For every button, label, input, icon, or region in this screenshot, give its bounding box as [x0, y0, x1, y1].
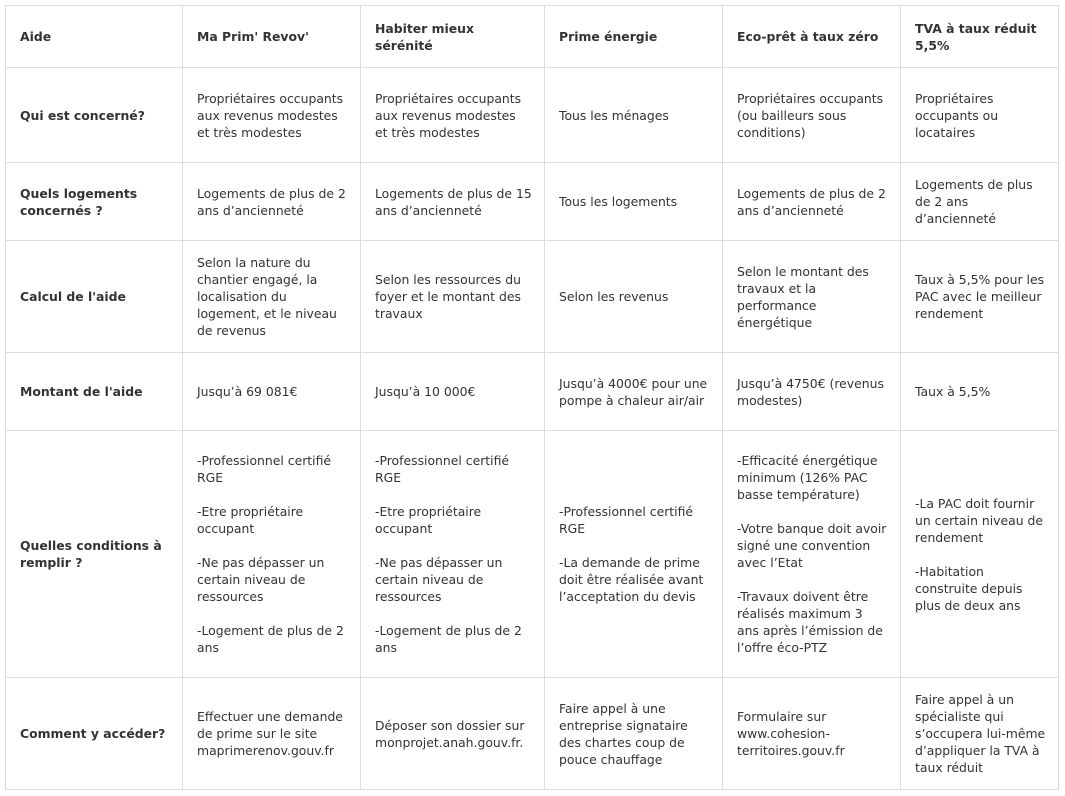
cell-text: -La PAC doit fournir un certain niveau de rendement: [915, 495, 1043, 545]
row-label-comment-acceder: Comment y accéder?: [6, 678, 183, 790]
cell-comment-acceder-ma-prim-revov: [183, 678, 361, 790]
cell-calcul-aide-tva-reduite: [901, 241, 1059, 353]
row-label-montant-aide: Montant de l'aide: [6, 353, 183, 431]
cell-calcul-aide-prime-energie: [545, 241, 723, 353]
cell-calcul-aide-ma-prim-revov: [183, 241, 361, 353]
cell-text: Faire appel à une entreprise signataire des chartes coup de pouce chauffage: [559, 700, 688, 767]
cell-text: -Logement de plus de 2 ans: [375, 623, 522, 655]
table-row-montant-aide: [6, 353, 1059, 431]
cell-conditions-prime-energie: [545, 431, 723, 678]
cell-text: Taux à 5,5%: [915, 384, 991, 399]
cell-quels-logements-eco-pret: [723, 163, 901, 241]
cell-text: Taux à 5,5% pour les PAC avec le meilleur rendement: [915, 272, 1045, 321]
cell-montant-aide-habiter-mieux: [361, 353, 545, 431]
cell-qui-est-concerne-tva-reduite: [901, 68, 1059, 163]
row-label-quels-logements: Quels logements concernés ?: [6, 163, 183, 241]
cell-text: -Votre banque doit avoir signé une convention avec l’Etat: [737, 521, 887, 570]
cell-montant-aide-eco-pret: [723, 353, 901, 431]
cell-comment-acceder-habiter-mieux: [361, 678, 545, 790]
cell-text: Selon le montant des travaux et la performance énergétique: [737, 263, 869, 330]
cell-text: -Etre propriétaire occupant: [375, 504, 482, 536]
header-cell-habiter-mieux: Habiter mieux sérénité: [361, 6, 545, 68]
cell-text: Selon la nature du chantier engagé, la localisation du logement, et le niveau de revenus: [197, 255, 337, 338]
cell-text: -Efficacité énergétique minimum (126% PAC basse température): [737, 453, 878, 502]
cell-qui-est-concerne-eco-pret: [723, 68, 901, 163]
cell-montant-aide-prime-energie: [545, 353, 723, 431]
cell-text: -Logement de plus de 2 ans: [197, 623, 344, 655]
cell-montant-aide-ma-prim-revov: [183, 353, 361, 431]
cell-qui-est-concerne-ma-prim-revov: [183, 68, 361, 163]
cell-text: Faire appel à un spécialiste qui s’occupera lui-même d’appliquer la TVA à taux réduit: [915, 692, 1046, 775]
cell-calcul-aide-eco-pret: [723, 241, 901, 353]
row-label-conditions: Quelles conditions à remplir ?: [6, 431, 183, 678]
cell-text: -Ne pas dépasser un certain niveau de ressources: [197, 555, 325, 604]
cell-text: -Ne pas dépasser un certain niveau de ressources: [375, 555, 503, 604]
cell-comment-acceder-tva-reduite: [901, 678, 1059, 790]
cell-text: -Habitation construite depuis plus de deux ans: [915, 563, 1023, 613]
cell-text: Logements de plus de 2 ans d’ancienneté: [915, 177, 1033, 226]
cell-text: Propriétaires occupants aux revenus modestes et très modestes: [375, 90, 522, 140]
cell-calcul-aide-habiter-mieux: [361, 241, 545, 353]
cell-text: Tous les logements: [559, 194, 678, 209]
aid-comparison-table: [5, 5, 1059, 790]
cell-text: Formulaire sur www.cohesion-territoires.gouv.fr: [737, 709, 845, 758]
cell-quels-logements-ma-prim-revov: [183, 163, 361, 241]
cell-text: Logements de plus de 15 ans d’ancienneté: [375, 185, 532, 218]
header-cell-tva-reduite: TVA à taux réduit 5,5%: [901, 6, 1059, 68]
cell-text: -Travaux doivent être réalisés maximum 3 ans après l’émission de l’offre éco-PTZ: [737, 589, 883, 655]
row-label-calcul-aide: Calcul de l'aide: [6, 241, 183, 353]
cell-text: -Professionnel certifié RGE: [197, 453, 332, 485]
cell-text: Effectuer une demande de prime sur le site maprimerenov.gouv.fr: [197, 709, 343, 758]
cell-quels-logements-tva-reduite: [901, 163, 1059, 241]
cell-qui-est-concerne-prime-energie: [545, 68, 723, 163]
table-row-calcul-aide: [6, 241, 1059, 353]
cell-text: Déposer son dossier sur monprojet.anah.gouv.fr.: [375, 717, 525, 750]
cell-text: Jusqu’à 4750€ (revenus modestes): [737, 375, 884, 408]
cell-text: Propriétaires occupants (ou bailleurs sous conditions): [737, 90, 884, 140]
table-row-comment-acceder: [6, 678, 1059, 790]
cell-text: Logements de plus de 2 ans d’ancienneté: [197, 185, 346, 218]
cell-comment-acceder-eco-pret: [723, 678, 901, 790]
row-label-qui-est-concerne: Qui est concerné?: [6, 68, 183, 163]
cell-qui-est-concerne-habiter-mieux: [361, 68, 545, 163]
header-cell-ma-prim-revov: Ma Prim' Revov': [183, 6, 361, 68]
cell-text: Jusqu’à 10 000€: [375, 384, 476, 399]
cell-text: Selon les ressources du foyer et le montant des travaux: [375, 272, 521, 321]
cell-text: -La demande de prime doit être réalisée avant l’acceptation du devis: [559, 555, 704, 604]
table-row-conditions: [6, 431, 1059, 678]
table-row-qui-est-concerne: [6, 68, 1059, 163]
cell-text: Selon les revenus: [559, 289, 669, 304]
cell-text: Propriétaires occupants ou locataires: [915, 90, 999, 140]
cell-conditions-eco-pret: [723, 431, 901, 678]
cell-text: -Professionnel certifié RGE: [559, 504, 694, 536]
header-cell-prime-energie: Prime énergie: [545, 6, 723, 68]
cell-text: Jusqu’à 69 081€: [197, 384, 298, 399]
cell-text: Jusqu’à 4000€ pour une pompe à chaleur air/air: [559, 375, 708, 408]
cell-text: Tous les ménages: [559, 107, 669, 123]
cell-conditions-tva-reduite: [901, 431, 1059, 678]
cell-text: -Professionnel certifié RGE: [375, 453, 510, 485]
cell-text: Logements de plus de 2 ans d’ancienneté: [737, 185, 886, 218]
cell-comment-acceder-prime-energie: [545, 678, 723, 790]
cell-quels-logements-prime-energie: [545, 163, 723, 241]
table-header-row: [6, 6, 1059, 68]
cell-quels-logements-habiter-mieux: [361, 163, 545, 241]
header-cell-eco-pret: Eco-prêt à taux zéro: [723, 6, 901, 68]
cell-conditions-ma-prim-revov: [183, 431, 361, 678]
table-row-quels-logements: [6, 163, 1059, 241]
cell-conditions-habiter-mieux: [361, 431, 545, 678]
cell-montant-aide-tva-reduite: [901, 353, 1059, 431]
cell-text: Propriétaires occupants aux revenus modestes et très modestes: [197, 90, 344, 140]
cell-text: -Etre propriétaire occupant: [197, 504, 304, 536]
header-cell-aide: Aide: [6, 6, 183, 68]
